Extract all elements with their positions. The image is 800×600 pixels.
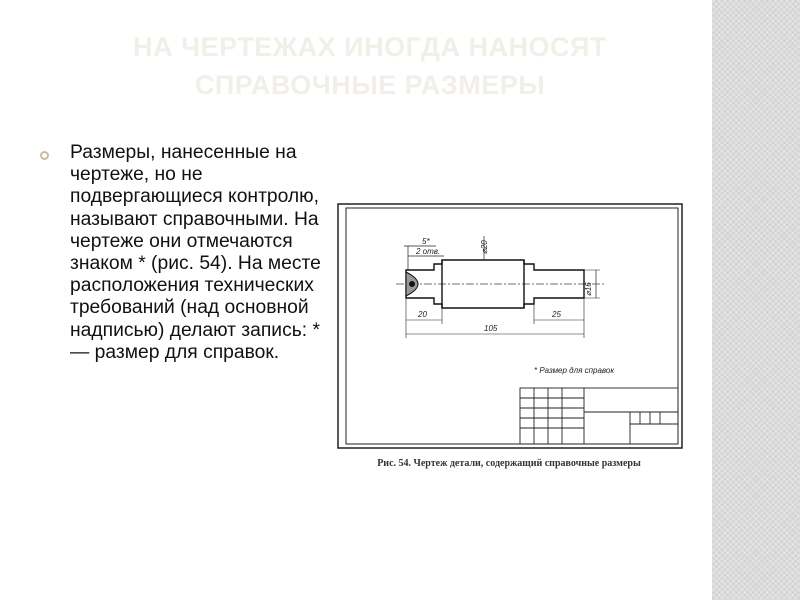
dim-chamfer-star: 5*: [422, 237, 430, 246]
dim-left-length: 20: [418, 310, 427, 319]
bullet-circle-icon: [40, 151, 49, 160]
sheet-frame: [338, 204, 682, 448]
slide-title: НА ЧЕРТЕЖАХ ИНОГДА НАНОСЯТ СПРАВОЧНЫЕ РАЗМЕРЫ: [133, 32, 607, 100]
dim-total-length: 105: [484, 324, 498, 333]
technical-drawing: [334, 198, 684, 453]
figure-caption: Рис. 54. Чертеж детали, содержащий справочные размеры: [377, 458, 641, 469]
center-hole-section: [406, 272, 418, 296]
bullet-text: Размеры, нанесенные на чертеже, но не подвергающиеся контролю, называют справочными. На чертеже они отмечаются знаком * (рис. 54). На месте расположения технических требований (над основной надписью) делают запись: * — размер для справок.: [70, 142, 321, 363]
drawing-figure: [334, 198, 684, 488]
title-block: [520, 388, 678, 444]
dim-right-length: 25: [552, 310, 561, 319]
dim-chamfer-holes: 2 отв.: [416, 247, 441, 256]
dim-d16: ⌀16: [584, 282, 593, 296]
decorative-side-stripe: [712, 0, 800, 600]
dim-d20: ⌀20: [480, 240, 489, 254]
inner-frame: [346, 208, 678, 444]
reference-note: * Размер для справок: [534, 366, 615, 375]
